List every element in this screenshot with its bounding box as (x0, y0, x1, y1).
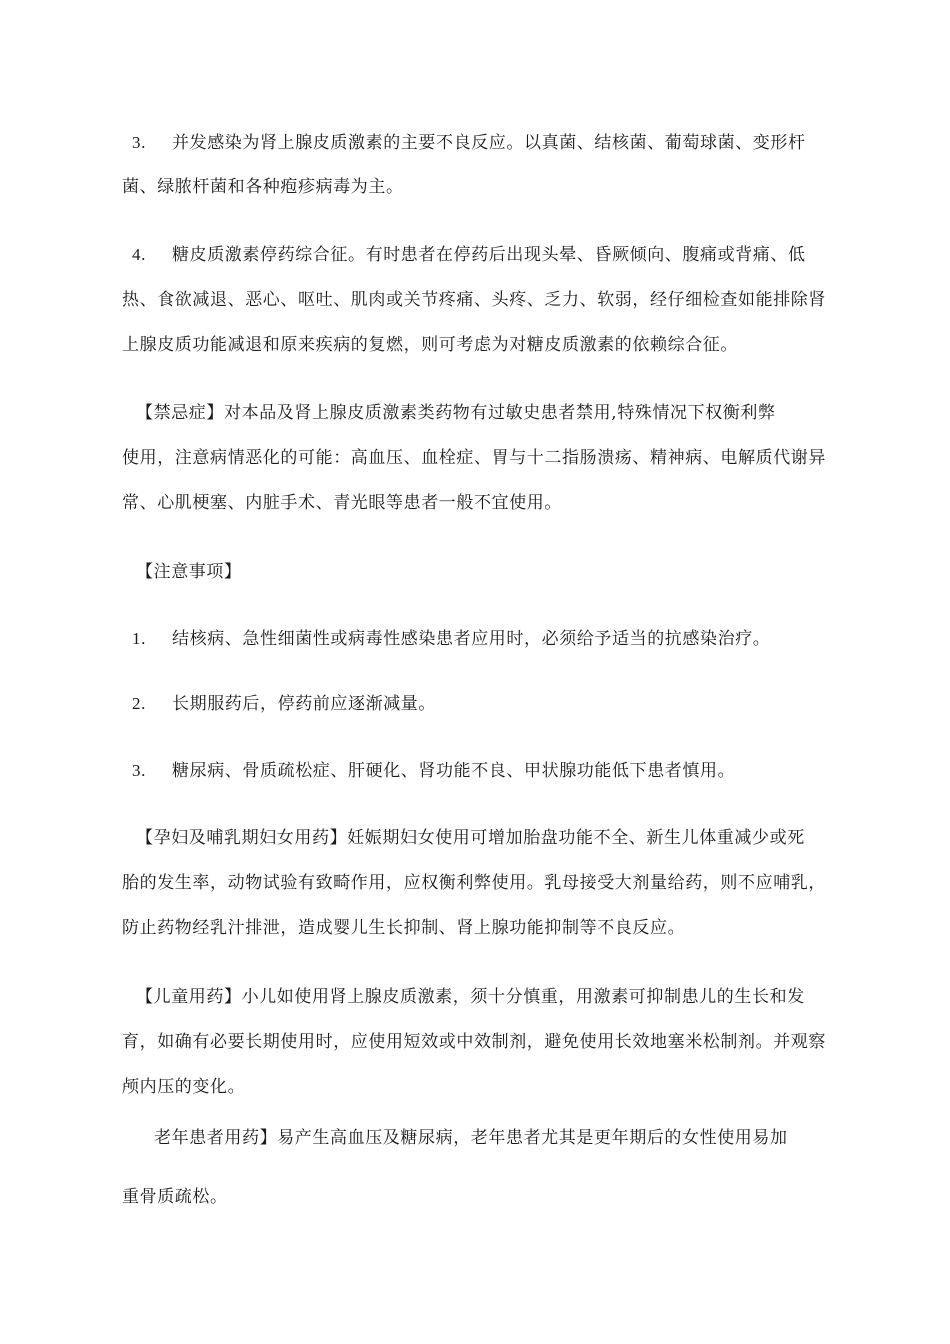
item-text: 糖尿病、骨质疏松症、肝硬化、肾功能不良、甲状腺功能低下患者慎用。 (172, 761, 736, 781)
item-number: 1. (132, 629, 146, 648)
precaution-item-3 (132, 759, 735, 783)
paragraph-4-line-1 (132, 243, 806, 267)
contraindications-line-3: 常、心肌梗塞、内脏手术、青光眼等患者一般不宜使用。 (122, 493, 562, 513)
item-number: 2. (132, 694, 146, 713)
precaution-item-1 (132, 627, 770, 651)
paragraph-text: 糖皮质激素停药综合征。有时患者在停药后出现头晕、昏厥倾向、腹痛或背痛、低 (172, 245, 806, 265)
contraindications-line-1: 【禁忌症】对本品及肾上腺皮质激素类药物有过敏史患者禁用,特殊情况下权衡利弊 (136, 403, 776, 423)
contraindications-line-2: 使用，注意病情恶化的可能：高血压、血栓症、胃与十二指肠溃疡、精神病、电解质代谢异 (122, 448, 826, 468)
elderly-line-2: 重骨质疏松。 (122, 1187, 228, 1207)
item-number: 4. (132, 245, 146, 264)
paragraph-3-line-1 (132, 131, 806, 155)
children-line-3: 颅内压的变化。 (122, 1077, 246, 1097)
item-number: 3. (132, 761, 146, 780)
paragraph-4-line-2: 热、食欲减退、恶心、呕吐、肌肉或关节疼痛、头疼、乏力、软弱，经仔细检查如能排除肾 (122, 290, 826, 310)
children-line-2: 育，如确有必要长期使用时，应使用短效或中效制剂，避免使用长效地塞米松制剂。并观察 (122, 1032, 826, 1052)
pregnancy-line-3: 防止药物经乳汁排泄，造成婴儿生长抑制、肾上腺功能抑制等不良反应。 (122, 918, 686, 938)
pregnancy-line-1: 【孕妇及哺乳期妇女用药】妊娠期妇女使用可增加胎盘功能不全、新生儿体重减少或死 (136, 828, 805, 848)
precaution-item-2 (132, 692, 436, 716)
item-text: 结核病、急性细菌性或病毒性感染患者应用时，必须给予适当的抗感染治疗。 (172, 629, 771, 649)
item-text: 长期服药后，停药前应逐渐减量。 (172, 694, 436, 714)
pregnancy-line-2: 胎的发生率，动物试验有致畸作用，应权衡利弊使用。乳母接受大剂量给药，则不应哺乳， (122, 873, 826, 893)
precautions-heading: 【注意事项】 (136, 562, 242, 582)
elderly-line-1: 老年患者用药】易产生高血压及糖尿病，老年患者尤其是更年期后的女性使用易加 (154, 1128, 788, 1148)
paragraph-text: 并发感染为肾上腺皮质激素的主要不良反应。以真菌、结核菌、葡萄球菌、变形杆 (172, 133, 806, 153)
paragraph-4-line-3: 上腺皮质功能减退和原来疾病的复燃，则可考虑为对糖皮质激素的依赖综合征。 (122, 335, 738, 355)
paragraph-3-line-2: 菌、绿脓杆菌和各种疱疹病毒为主。 (122, 177, 404, 197)
item-number: 3. (132, 133, 146, 152)
children-line-1: 【儿童用药】小儿如使用肾上腺皮质激素，须十分慎重，用激素可抑制患儿的生长和发 (136, 987, 805, 1007)
